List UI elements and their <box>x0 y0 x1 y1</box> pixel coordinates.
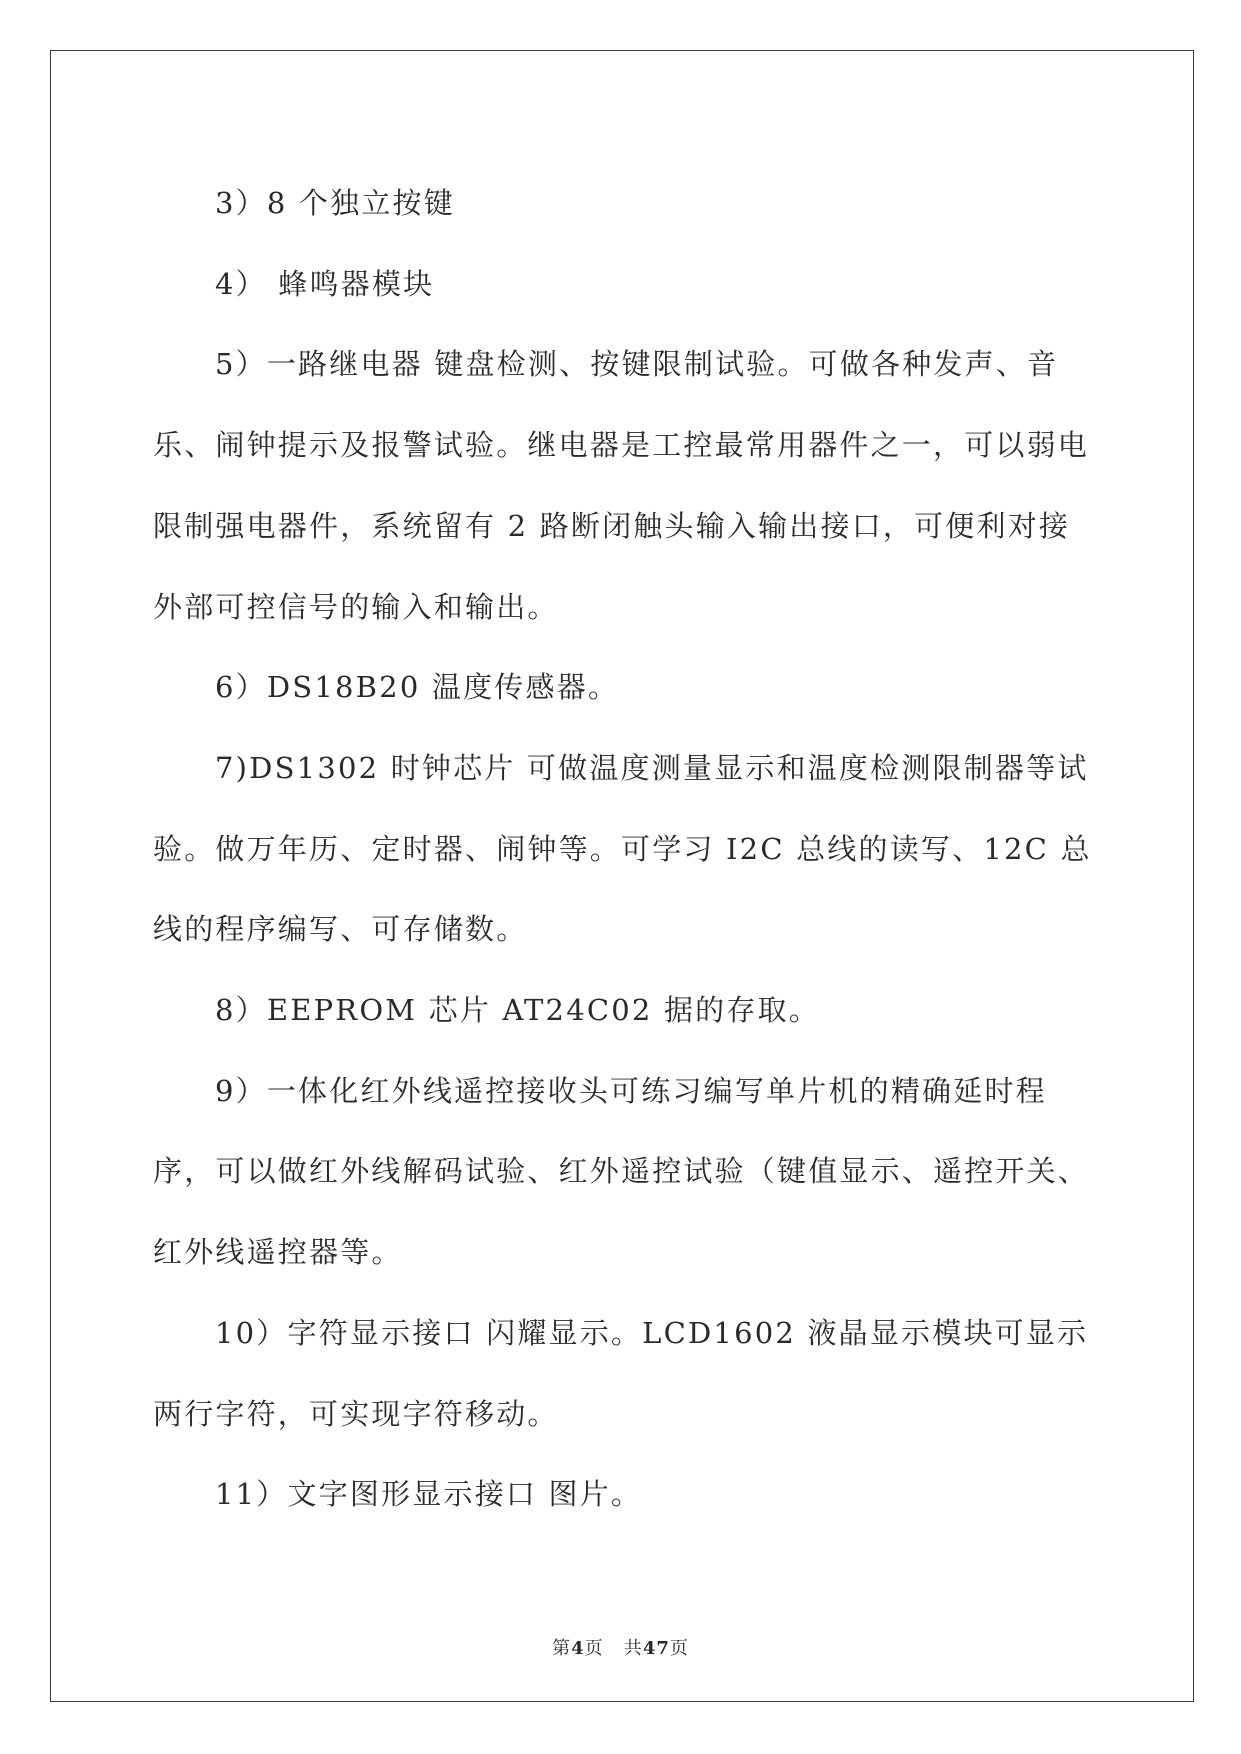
paragraph-item-3: 3）8 个独立按键 <box>215 186 455 220</box>
footer-page-number: 4 <box>571 1638 585 1659</box>
paragraph-item-11: 11）文字图形显示接口 图片。 <box>215 1477 643 1512</box>
paragraph-item-5: 5）一路继电器 键盘检测、按键限制试验。可做各种发声、音乐、闹钟提示及报警试验。继电器是工控最常用器件之一，可以弱电限制强电器件，系统留有 2 路断闭触头输入输出接口，可便利对接外部可控信号的输入和输出。 <box>153 347 1090 624</box>
document-body <box>153 163 1093 1535</box>
footer-total-pages: 47 <box>642 1638 670 1659</box>
paragraph-item-4: 4） 蜂鸣器模块 <box>215 266 435 301</box>
paragraph-item-7: 7)DS1302 时钟芯片 可做温度测量显示和温度检测限制器等试验。做万年历、定时器、闹钟等。可学习 I2C 总线的读写、12C 总线的程序编写、可存储数。 <box>153 750 1092 947</box>
paragraph-item-10: 10）字符显示接口 闪耀显示。LCD1602 液晶显示模块可显示两行字符，可实现字符移动。 <box>153 1315 1089 1431</box>
paragraph-item-6: 6）DS18B20 温度传感器。 <box>215 670 620 705</box>
paragraph-item-8: 8）EEPROM 芯片 AT24C02 据的存取。 <box>215 993 820 1028</box>
page-footer <box>0 1634 1241 1660</box>
paragraph-item-9: 9）一体化红外线遥控接收头可练习编写单片机的精确延时程序，可以做红外线解码试验、红外遥控试验（键值显示、遥控开关、红外线遥控器等。 <box>153 1073 1090 1270</box>
footer-page-prefix: 第 <box>552 1638 572 1659</box>
footer-total-suffix: 页 <box>669 1638 689 1659</box>
footer-total-prefix: 共 <box>623 1638 643 1659</box>
footer-page-suffix: 页 <box>584 1638 604 1659</box>
